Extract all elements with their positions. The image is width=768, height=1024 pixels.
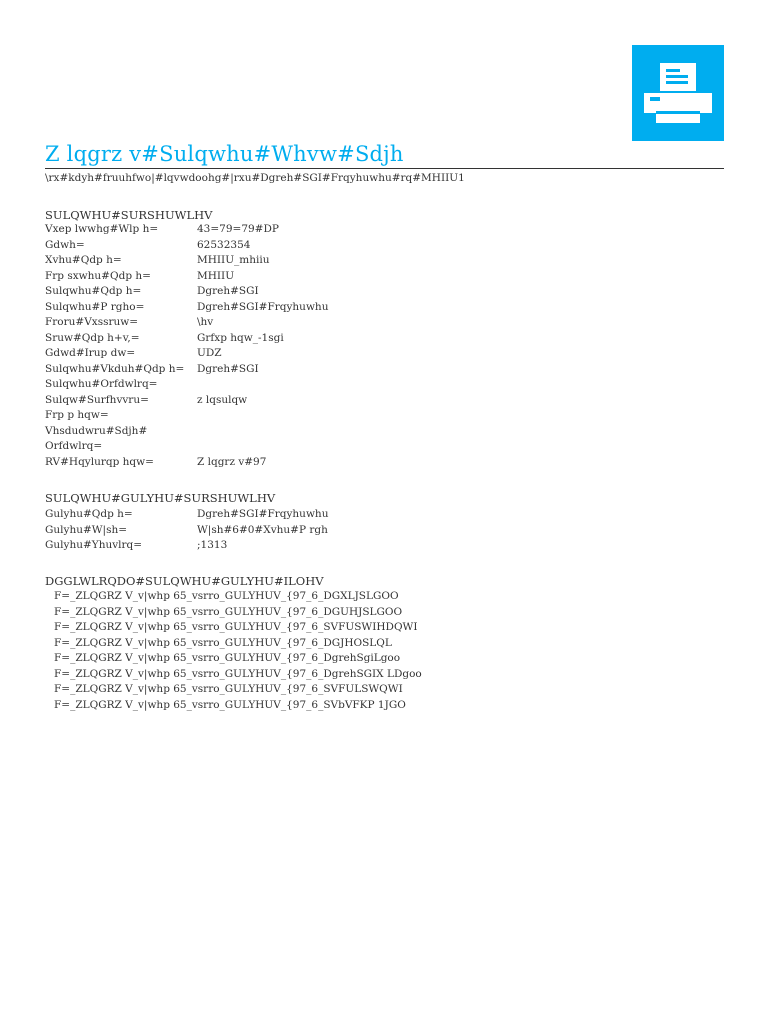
property-value: 43=79=79#DP — [197, 223, 279, 235]
property-key: Gdwh= — [45, 238, 85, 251]
property-value: \hv — [197, 316, 214, 328]
property-row — [45, 253, 545, 269]
file-path: F=_ZLQGRZ V_v|whp 65_vsrro_GULYHUV_{97_6_SVFUSWIHDQWI — [54, 621, 418, 633]
property-row — [45, 455, 545, 471]
property-key: Frp p hqw= — [45, 409, 109, 421]
property-value: Dgreh#SGI#Frqyhuwhu — [197, 300, 329, 313]
property-row — [45, 346, 545, 362]
property-key: Gdwd#Irup dw= — [45, 347, 136, 359]
property-value: z lqsulqw — [197, 393, 248, 406]
property-value: UDZ — [197, 347, 222, 359]
additional-files-list — [54, 589, 504, 713]
property-value: Dgreh#SGI#Frqyhuwhu — [197, 508, 329, 520]
property-row — [45, 377, 545, 393]
property-value: MHIIU_mhiiu — [197, 254, 270, 266]
property-value: 62532354 — [197, 238, 251, 251]
file-path: F=_ZLQGRZ V_v|whp 65_vsrro_GULYHUV_{97_6_SVFULSWQWI — [54, 683, 403, 695]
property-row — [45, 362, 545, 378]
file-path: F=_ZLQGRZ V_v|whp 65_vsrro_GULYHUV_{97_6_DgrehSgiLgoo — [54, 652, 401, 664]
property-key: RV#Hqylurqp hqw= — [45, 455, 154, 468]
property-value: MHIIU — [197, 269, 235, 282]
property-row — [45, 424, 545, 440]
file-path: F=_ZLQGRZ V_v|whp 65_vsrro_GULYHUV_{97_6_DGUHJSLGOO — [54, 605, 403, 618]
additional-files-heading: DGGLWLRQDO#SULQWHU#GULYHU#ILOHV — [45, 574, 324, 588]
property-value: Dgreh#SGI — [197, 285, 259, 297]
property-key: Frp sxwhu#Qdp h= — [45, 269, 151, 282]
property-row — [45, 269, 545, 285]
printer-tile — [632, 45, 724, 141]
property-value: W|sh#6#0#Xvhu#P rgh — [197, 523, 328, 536]
property-row — [45, 507, 545, 523]
property-key: Gulyhu#W|sh= — [45, 523, 128, 536]
printer-properties-list — [45, 222, 545, 470]
page-subtitle: \rx#kdyh#fruuhfwo|#lqvwdoohg#|rxu#Dgreh#SGI#Frqyhuwhu#rq#MHIIU1 — [45, 172, 465, 184]
property-key: Sulqwhu#P rgho= — [45, 300, 145, 313]
property-row — [45, 523, 545, 539]
property-value: ;1313 — [197, 539, 228, 551]
property-key: Sruw#Qdp h+v,= — [45, 331, 140, 344]
page-title: Z lqgrz v#Sulqwhu#Whvw#Sdjh — [45, 142, 404, 166]
property-key: Gulyhu#Qdp h= — [45, 508, 133, 520]
file-path: F=_ZLQGRZ V_v|whp 65_vsrro_GULYHUV_{97_6_SVbVFKP 1JGO — [54, 698, 406, 711]
property-row — [45, 408, 545, 424]
property-key: Gulyhu#Yhuvlrq= — [45, 539, 143, 551]
property-key: Sulqwhu#Vkduh#Qdp h= — [45, 362, 185, 375]
property-value: Grfxp hqw_-1sgi — [197, 331, 284, 344]
printer-icon — [632, 45, 724, 141]
property-key: Sulqwhu#Orfdwlrq= — [45, 378, 158, 390]
property-row — [45, 439, 545, 455]
printer-properties-heading: SULQWHU#SURSHUWLHV — [45, 208, 213, 222]
property-row — [45, 315, 545, 331]
property-value: Z lqgrz v#97 — [197, 455, 267, 468]
property-key: Vhsdudwru#Sdjh# — [45, 424, 148, 437]
property-key: Orfdwlrq= — [45, 440, 103, 452]
property-row — [45, 284, 545, 300]
property-row — [45, 238, 545, 254]
property-key: Xvhu#Qdp h= — [45, 254, 122, 266]
property-row — [45, 393, 545, 409]
property-key: Vxep lwwhg#Wlp h= — [45, 223, 159, 235]
property-key: Froru#Vxssruw= — [45, 316, 139, 328]
file-path: F=_ZLQGRZ V_v|whp 65_vsrro_GULYHUV_{97_6_DgrehSGIX LDgoo — [54, 667, 422, 680]
property-row — [45, 300, 545, 316]
property-key: Sulqw#Surfhvvru= — [45, 393, 149, 406]
property-row — [45, 331, 545, 347]
file-path: F=_ZLQGRZ V_v|whp 65_vsrro_GULYHUV_{97_6_DGXLJSLGOO — [54, 590, 399, 602]
property-value: Dgreh#SGI — [197, 362, 259, 375]
driver-properties-heading: SULQWHU#GULYHU#SURSHUWLHV — [45, 491, 276, 505]
property-row — [45, 538, 545, 554]
property-row — [45, 222, 545, 238]
driver-properties-list — [45, 507, 545, 554]
property-key: Sulqwhu#Qdp h= — [45, 285, 142, 297]
title-divider — [45, 168, 724, 169]
file-path: F=_ZLQGRZ V_v|whp 65_vsrro_GULYHUV_{97_6_DGJHOSLQL — [54, 636, 392, 649]
